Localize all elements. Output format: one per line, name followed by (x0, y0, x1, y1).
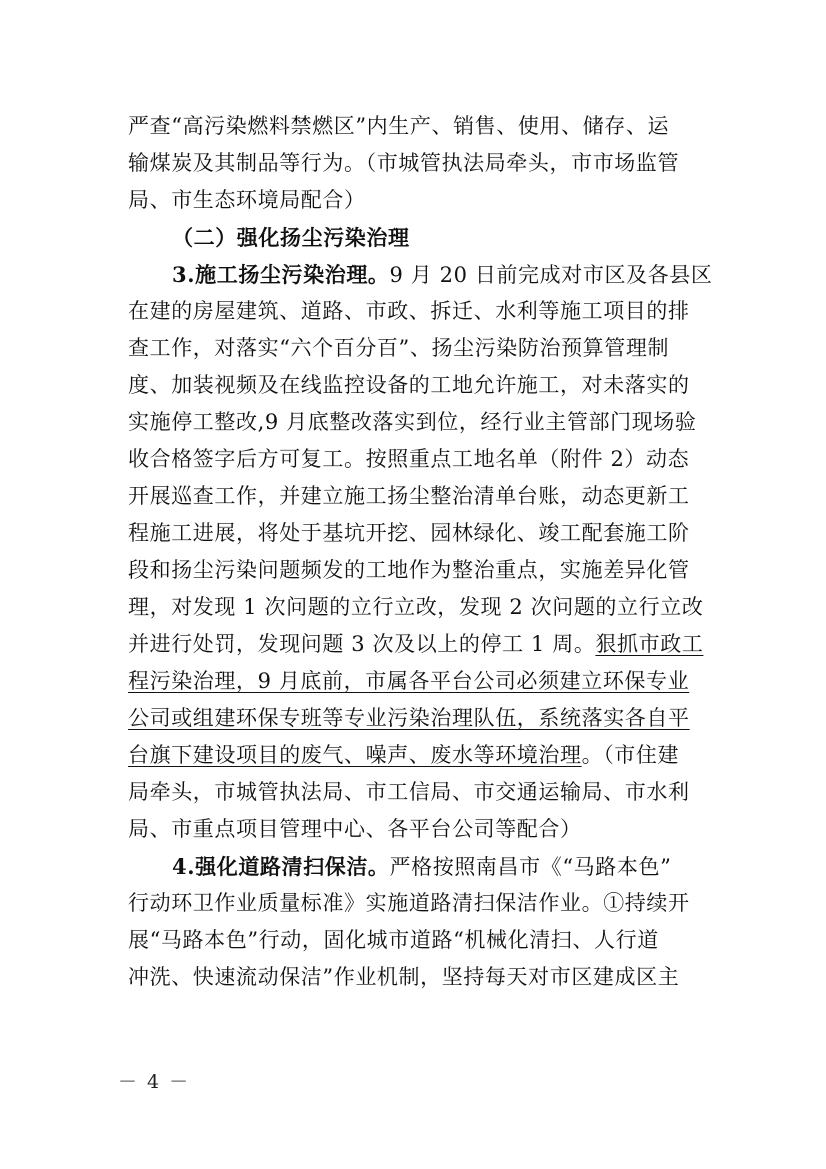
item-3-title: 3.施工扬尘污染治理。 (172, 262, 390, 287)
item-3-first-line (128, 256, 713, 293)
text-line (128, 626, 704, 663)
text-line: 度、加装视频及在线监控设备的工地允许施工，对未落实的 (128, 373, 690, 397)
text-line (128, 700, 704, 737)
section-heading: （二）强化扬尘污染治理 (172, 225, 410, 250)
text-line: 局、市重点项目管理中心、各平台公司等配合） (128, 817, 582, 841)
text-line: 展“马路本色”行动，固化城市道路“机械化清扫、人行道 (128, 928, 659, 952)
text-line: 严查“高污染燃料禁燃区”内生产、销售、使用、储存、运 (128, 114, 670, 138)
underlined-text: 公司或组建环保专班等专业污染治理队伍，系统落实各自平 (128, 706, 690, 730)
text-line: 程施工进展，将处于基坑开挖、园林绿化、竣工配套施工阶 (128, 521, 690, 545)
text-line (128, 737, 704, 774)
text-line: 查工作，对落实“六个百分百”、扬尘污染防治预算管理制 (128, 336, 670, 360)
item-3-text: 9 月 20 日前完成对市区及各县区 (389, 263, 713, 287)
page-number: － 4 － (118, 1071, 191, 1093)
item-4-title: 4.强化道路清扫保洁。 (172, 854, 390, 879)
text-line: 收合格签字后方可复工。按照重点工地名单（附件 2）动态 (128, 447, 690, 471)
underlined-text: 狠抓市政工 (595, 632, 704, 656)
text-line (128, 663, 704, 700)
text-line: 在建的房屋建筑、道路、市政、拆迁、水利等施工项目的排 (128, 299, 690, 323)
underlined-text: 程污染治理，9 月底前，市属各平台公司必须建立环保专业 (128, 669, 690, 693)
text-line: 冲洗、快速流动保洁”作业机制，坚持每天对市区建成区主 (128, 965, 680, 989)
plain-text: 。（市住建 (581, 743, 680, 767)
underlined-text: 台旗下建设项目的废气、噪声、废水等环境治理 (128, 743, 582, 767)
item-4-text: 严格按照南昌市《“马路本色” (389, 855, 672, 879)
plain-text: 并进行处罚，发现问题 3 次及以上的停工 1 周。 (128, 632, 596, 656)
document-page (128, 108, 713, 996)
text-line: 实施停工整改,9 月底整改落实到位，经行业主管部门现场验 (128, 410, 697, 434)
text-line: 行动环卫作业质量标准》实施道路清扫保洁作业。①持续开 (128, 891, 690, 915)
text-line: 局、市生态环境局配合） (128, 188, 366, 212)
text-line: 开展巡查工作，并建立施工扬尘整治清单台账，动态更新工 (128, 484, 690, 508)
text-line: 局牵头，市城管执法局、市工信局、市交通运输局、市水利 (128, 780, 690, 804)
text-line: 输煤炭及其制品等行为。（市城管执法局牵头，市市场监管 (128, 151, 680, 175)
text-line: 理，对发现 1 次问题的立行立改，发现 2 次问题的立行立改 (128, 595, 704, 619)
text-line: 段和扬尘污染问题频发的工地作为整治重点，实施差异化管 (128, 558, 690, 582)
item-4-first-line (128, 848, 704, 885)
